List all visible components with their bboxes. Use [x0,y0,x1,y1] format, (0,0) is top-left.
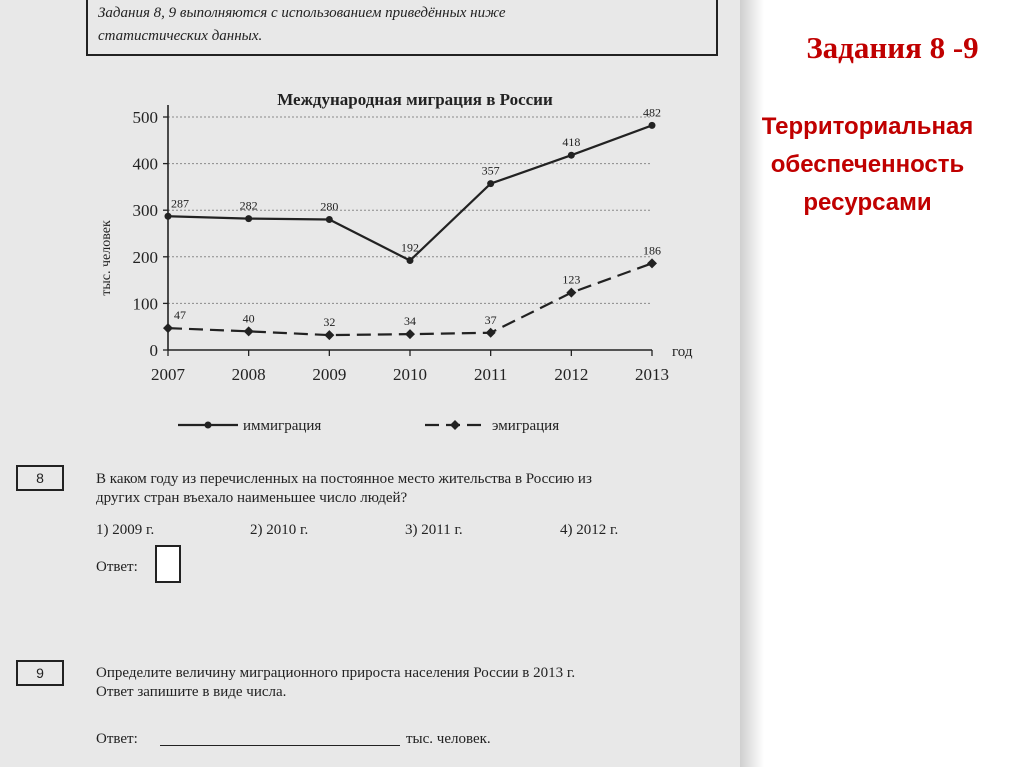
answer-8-label: Ответ: [96,559,138,575]
x-tick-label: 2012 [554,365,589,384]
data-label: 280 [320,199,339,214]
y-tick-label: 200 [132,247,158,267]
y-tick-label: 0 [149,341,158,360]
emigration-point [566,288,576,298]
y-tick-label: 100 [132,294,158,314]
legend-label: эмиграция [492,418,560,434]
slide-title: Задания 8 -9 [806,30,979,65]
slide-subtitle-line: ресурсами [803,189,932,216]
option-2[interactable]: 2) 2010 г. [250,522,309,538]
migration-chart [0,0,745,450]
x-tick-label: 2008 [231,365,266,384]
question-8-line: других стран въехало наименьшее число людей? [96,490,408,506]
immigration-point [568,152,575,159]
data-label: 47 [174,308,186,323]
question-9-line: Ответ запишите в виде числа. [96,684,287,700]
data-label: 357 [481,163,500,178]
answer-9-label: Ответ: [96,731,138,747]
x-tick-label: 2007 [151,365,185,384]
slide-subtitle-line: Территориальная [761,113,974,140]
question-9-text [96,664,575,702]
option-3[interactable]: 3) 2011 г. [405,522,463,538]
legend-marker [450,420,460,430]
data-label: 282 [239,198,258,213]
immigration-point [326,216,333,223]
legend-label: иммиграция [243,418,322,434]
immigration-point [245,215,252,222]
question-9-number: 9 [16,660,64,686]
data-label: 192 [401,240,419,255]
emigration-point [405,329,415,339]
question-8-number: 8 [16,465,64,491]
slide-subtitle [735,108,1000,222]
chart-title: Международная миграция в России [277,90,553,109]
data-label: 37 [484,312,497,327]
data-label: 287 [171,196,189,211]
immigration-point [487,180,494,187]
intro-line: Задания 8, 9 выполняются с использованием приведённых ниже [98,5,506,21]
option-1[interactable]: 1) 2009 г. [96,522,155,538]
x-tick-label: 2013 [635,365,669,384]
y-tick-label: 400 [132,154,158,174]
x-axis-label: год [672,344,693,360]
data-label: 34 [404,314,416,329]
question-8-line: В каком году из перечисленных на постоянное место жительства в Россию из [96,471,592,487]
x-tick-label: 2011 [473,365,508,384]
data-label: 40 [242,311,255,326]
x-tick-label: 2010 [393,365,427,384]
y-axis-label: тыс. человек [99,220,114,296]
emigration-point [647,258,657,268]
answer-8-input[interactable] [155,545,181,583]
data-label: 123 [562,272,581,287]
data-label: 482 [643,105,661,120]
answer-9-unit: тыс. человек. [406,731,491,747]
y-tick-label: 300 [132,201,158,221]
immigration-point [649,122,656,129]
immigration-point [407,257,414,264]
emigration-point [163,323,173,333]
immigration-point [165,213,172,220]
data-label: 418 [562,135,581,150]
answer-9-input[interactable] [160,745,400,746]
question-9-line: Определите величину миграционного прироста населения России в 2013 г. [96,665,576,681]
emigration-point [324,330,334,340]
emigration-point [244,326,254,336]
slide-subtitle-line: обеспеченность [770,151,965,178]
intro-line: статистических данных. [98,28,263,44]
option-4[interactable]: 4) 2012 г. [560,522,619,538]
data-label: 186 [643,243,661,258]
data-label: 32 [323,315,336,330]
legend-marker [205,422,212,429]
y-tick-label: 500 [132,108,158,127]
x-tick-label: 2009 [312,365,347,384]
emigration-point [486,328,496,338]
question-8-text [96,470,592,508]
